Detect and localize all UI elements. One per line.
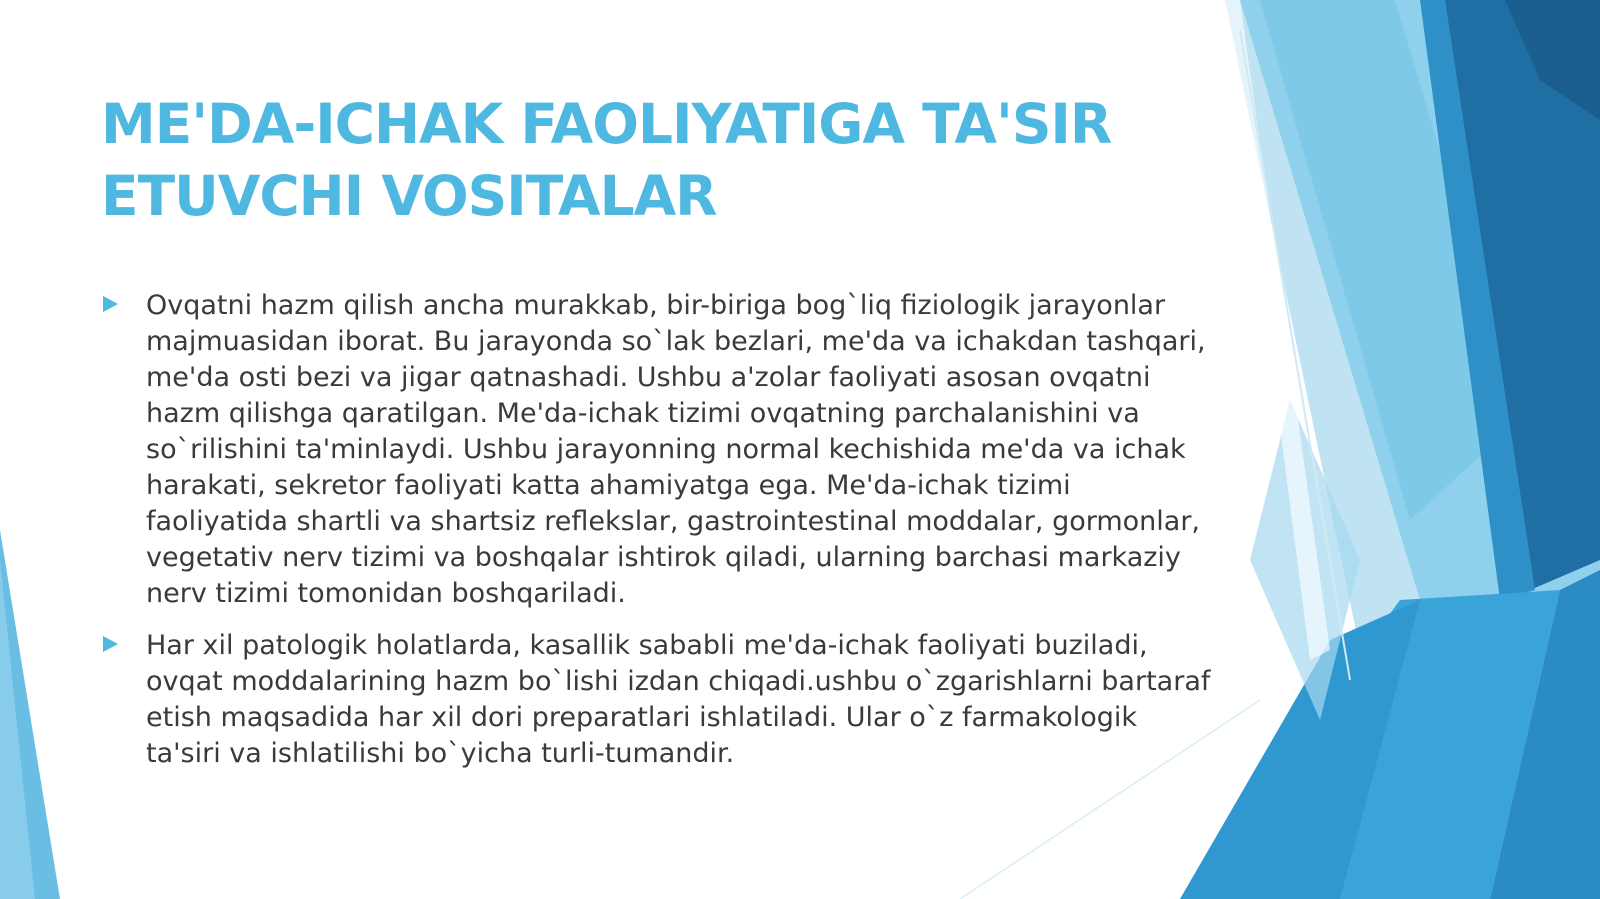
bullet-text: Ovqatni hazm qilish ancha murakkab, bir-biriga bog`liq fiziologik jarayonlar majmuasidan iborat. Bu jarayonda so`lak bezlari, me'da va ichakdan tashqari, me'da osti bezi va jigar qatnashadi. Ushbu a'zolar faoliyati asosan ovqatni hazm qilishga qaratilgan. Me'da-ichak tizimi ovqatning parchalanishini va so`rilishini ta'minlaydi. Ushbu jarayonning normal kechishida me'da va ichak harakati, sekretor faoliyati katta ahamiyatga ega. Me'da-ichak tizimi faoliyatida shartli va shartsiz reflekslar, gastrointestinal moddalar, gormonlar, vegetativ nerv tizimi va boshqalar ishtirok qiladi, ularning barchasi markaziy nerv tizimi tomonidan boshqariladi. — [146, 290, 1206, 609]
triangle-bullet-icon — [103, 636, 118, 652]
triangle-bullet-icon — [103, 296, 118, 312]
list-item — [101, 288, 1211, 612]
list-item — [101, 628, 1211, 772]
bullet-text: Har xil patologik holatlarda, kasallik sababli me'da-ichak faoliyati buziladi, ovqat moddalarining hazm bo`lishi izdan chiqadi.ushbu o`zgarishlarni bartaraf etish maqsadida har xil dori preparatlari ishlatiladi. Ular o`z farmakologik ta'siri va ishlatilishi bo`yicha turli-tumandir. — [146, 630, 1211, 769]
bullet-list — [101, 288, 1211, 788]
slide-title: ME'DA-ICHAK FAOLIYATIGA TA'SIR ETUVCHI VOSITALAR — [101, 92, 1112, 228]
